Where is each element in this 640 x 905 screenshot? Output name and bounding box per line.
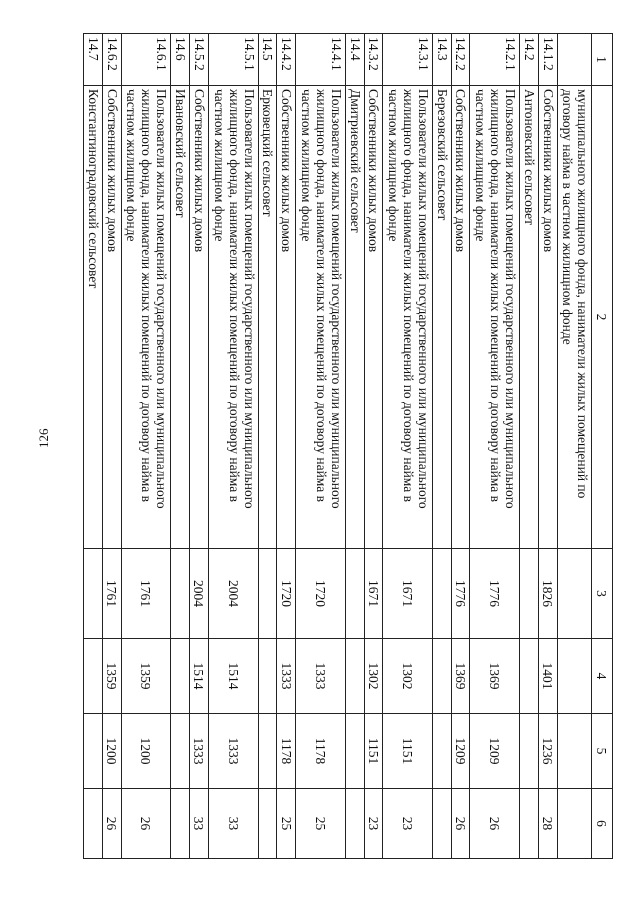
table-row bbox=[190, 34, 209, 859]
row-description: Пользователи жилых помещений государственного или муниципального жилищного фонда, наниматели жилых помещений по договору найма в частном жилищном фонде bbox=[121, 86, 171, 549]
row-value-col6 bbox=[557, 789, 591, 859]
row-value-col3: 1671 bbox=[383, 549, 433, 639]
row-code: 14.5.1 bbox=[208, 34, 258, 86]
row-value-col4 bbox=[258, 639, 277, 714]
table-row bbox=[364, 34, 383, 859]
row-description: Антоновский сельсовет bbox=[520, 86, 539, 549]
row-value-col3: 1776 bbox=[470, 549, 520, 639]
row-code: 14.6 bbox=[171, 34, 190, 86]
row-value-col4: 1514 bbox=[208, 639, 258, 714]
row-value-col6: 26 bbox=[121, 789, 171, 859]
row-value-col6 bbox=[171, 789, 190, 859]
row-value-col5: 1200 bbox=[121, 714, 171, 789]
row-value-col3: 1776 bbox=[451, 549, 470, 639]
row-code: 14.4.1 bbox=[296, 34, 346, 86]
row-code bbox=[557, 34, 591, 86]
row-value-col3: 2004 bbox=[190, 549, 209, 639]
row-value-col6 bbox=[258, 789, 277, 859]
row-value-col4: 1302 bbox=[364, 639, 383, 714]
table-row bbox=[102, 34, 121, 859]
row-description: Собственники жилых домов bbox=[364, 86, 383, 549]
row-value-col3 bbox=[84, 549, 103, 639]
rotated-table-container bbox=[83, 33, 613, 858]
row-value-col4: 1302 bbox=[383, 639, 433, 714]
tariff-table bbox=[83, 33, 613, 859]
row-value-col4 bbox=[557, 639, 591, 714]
row-value-col6: 26 bbox=[102, 789, 121, 859]
table-row bbox=[258, 34, 277, 859]
table-row bbox=[277, 34, 296, 859]
row-value-col4 bbox=[520, 639, 539, 714]
row-code: 14.2.1 bbox=[470, 34, 520, 86]
row-description: Собственники жилых домов bbox=[190, 86, 209, 549]
row-description: Дмитриевский сельсовет bbox=[345, 86, 364, 549]
row-value-col3: 1761 bbox=[121, 549, 171, 639]
row-code: 14.2 bbox=[520, 34, 539, 86]
row-value-col4 bbox=[171, 639, 190, 714]
row-value-col4: 1359 bbox=[102, 639, 121, 714]
table-row bbox=[345, 34, 364, 859]
row-value-col6: 28 bbox=[539, 789, 558, 859]
header-row bbox=[592, 34, 613, 859]
row-value-col4: 1401 bbox=[539, 639, 558, 714]
row-value-col5: 1236 bbox=[539, 714, 558, 789]
table-row bbox=[451, 34, 470, 859]
table-row bbox=[520, 34, 539, 859]
row-code: 14.7 bbox=[84, 34, 103, 86]
row-value-col6: 23 bbox=[364, 789, 383, 859]
row-value-col3: 1720 bbox=[296, 549, 346, 639]
row-value-col4: 1333 bbox=[296, 639, 346, 714]
header-col-5: 5 bbox=[592, 714, 613, 789]
row-value-col6: 25 bbox=[296, 789, 346, 859]
row-value-col3 bbox=[433, 549, 452, 639]
row-value-col6: 25 bbox=[277, 789, 296, 859]
row-value-col4: 1369 bbox=[470, 639, 520, 714]
header-col-4: 4 bbox=[592, 639, 613, 714]
row-value-col3: 2004 bbox=[208, 549, 258, 639]
row-description: муниципального жилищного фонда, наниматели жилых помещений по договору найма в частном жилищном фонде bbox=[557, 86, 591, 549]
table-row bbox=[557, 34, 591, 859]
row-value-col5: 1151 bbox=[364, 714, 383, 789]
row-description: Пользователи жилых помещений государственного или муниципального жилищного фонда, наниматели жилых помещений по договору найма в частном жилищном фонде bbox=[296, 86, 346, 549]
table-row bbox=[539, 34, 558, 859]
row-value-col6 bbox=[520, 789, 539, 859]
table-row bbox=[84, 34, 103, 859]
row-description: Пользователи жилых помещений государственного или муниципального жилищного фонда, наниматели жилых помещений по договору найма в частном жилищном фонде bbox=[208, 86, 258, 549]
row-value-col5: 1178 bbox=[296, 714, 346, 789]
row-value-col6: 23 bbox=[383, 789, 433, 859]
row-value-col3: 1761 bbox=[102, 549, 121, 639]
header-col-1: 1 bbox=[592, 34, 613, 86]
row-description: Собственники жилых домов bbox=[539, 86, 558, 549]
row-code: 14.3 bbox=[433, 34, 452, 86]
row-value-col5: 1200 bbox=[102, 714, 121, 789]
row-value-col4 bbox=[433, 639, 452, 714]
row-value-col5 bbox=[433, 714, 452, 789]
row-value-col4: 1369 bbox=[451, 639, 470, 714]
page-number: 126 bbox=[36, 428, 51, 448]
table-row bbox=[470, 34, 520, 859]
row-code: 14.1.2 bbox=[539, 34, 558, 86]
table-body bbox=[84, 34, 592, 859]
row-value-col5: 1333 bbox=[208, 714, 258, 789]
row-value-col6: 33 bbox=[190, 789, 209, 859]
row-code: 14.3.2 bbox=[364, 34, 383, 86]
row-description: Константиноградовский сельсовет bbox=[84, 86, 103, 549]
row-code: 14.6.1 bbox=[121, 34, 171, 86]
row-value-col5 bbox=[258, 714, 277, 789]
row-value-col5 bbox=[345, 714, 364, 789]
row-description: Пользователи жилых помещений государственного или муниципального жилищного фонда, наниматели жилых помещений по договору найма в частном жилищном фонде bbox=[470, 86, 520, 549]
row-value-col5 bbox=[84, 714, 103, 789]
table-row bbox=[121, 34, 171, 859]
table-row bbox=[383, 34, 433, 859]
row-description: Собственники жилых домов bbox=[102, 86, 121, 549]
row-value-col6 bbox=[433, 789, 452, 859]
row-value-col4: 1359 bbox=[121, 639, 171, 714]
row-value-col3: 1826 bbox=[539, 549, 558, 639]
row-value-col4: 1514 bbox=[190, 639, 209, 714]
row-value-col4 bbox=[345, 639, 364, 714]
row-value-col6: 33 bbox=[208, 789, 258, 859]
row-value-col5: 1333 bbox=[190, 714, 209, 789]
row-description: Ерковецкий сельсовет bbox=[258, 86, 277, 549]
row-code: 14.6.2 bbox=[102, 34, 121, 86]
table-row bbox=[208, 34, 258, 859]
table-row bbox=[433, 34, 452, 859]
row-description: Ивановский сельсовет bbox=[171, 86, 190, 549]
row-code: 14.5.2 bbox=[190, 34, 209, 86]
row-value-col3 bbox=[345, 549, 364, 639]
row-value-col3 bbox=[557, 549, 591, 639]
row-value-col5 bbox=[171, 714, 190, 789]
row-value-col4: 1333 bbox=[277, 639, 296, 714]
header-col-6: 6 bbox=[592, 789, 613, 859]
row-description: Собственники жилых домов bbox=[277, 86, 296, 549]
table-row bbox=[171, 34, 190, 859]
row-value-col5 bbox=[557, 714, 591, 789]
row-value-col5: 1209 bbox=[451, 714, 470, 789]
header-col-3: 3 bbox=[592, 549, 613, 639]
row-code: 14.3.1 bbox=[383, 34, 433, 86]
header-col-2: 2 bbox=[592, 86, 613, 549]
row-code: 14.4 bbox=[345, 34, 364, 86]
row-code: 14.2.2 bbox=[451, 34, 470, 86]
row-code: 14.4.2 bbox=[277, 34, 296, 86]
row-code: 14.5 bbox=[258, 34, 277, 86]
row-value-col6: 26 bbox=[451, 789, 470, 859]
row-value-col3 bbox=[258, 549, 277, 639]
row-value-col6: 26 bbox=[470, 789, 520, 859]
row-value-col6 bbox=[345, 789, 364, 859]
row-value-col4 bbox=[84, 639, 103, 714]
row-value-col5: 1178 bbox=[277, 714, 296, 789]
row-value-col3: 1720 bbox=[277, 549, 296, 639]
row-description: Березовский сельсовет bbox=[433, 86, 452, 549]
table-row bbox=[296, 34, 346, 859]
row-value-col3: 1671 bbox=[364, 549, 383, 639]
row-value-col5 bbox=[520, 714, 539, 789]
row-value-col5: 1151 bbox=[383, 714, 433, 789]
row-value-col3 bbox=[171, 549, 190, 639]
row-description: Пользователи жилых помещений государственного или муниципального жилищного фонда, наниматели жилых помещений по договору найма в частном жилищном фонде bbox=[383, 86, 433, 549]
row-description: Собственники жилых домов bbox=[451, 86, 470, 549]
row-value-col5: 1209 bbox=[470, 714, 520, 789]
row-value-col3 bbox=[520, 549, 539, 639]
row-value-col6 bbox=[84, 789, 103, 859]
